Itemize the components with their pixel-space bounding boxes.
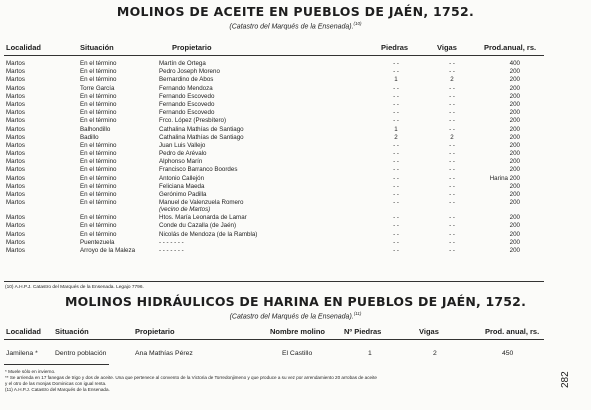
table-row	[0, 183, 591, 191]
cell-vig: - -	[449, 246, 455, 254]
cell-prop-note: (vecino de Martos)	[159, 206, 211, 214]
cell-vig: - -	[449, 199, 455, 207]
cell-vig: - -	[449, 238, 455, 246]
t2-footnote-4: (11) A.H.P.J. Catastro del Marqués de la Ensenada.	[5, 387, 110, 392]
table-row	[0, 109, 591, 117]
t2-footnote-1: * Muele sólo en invierno.	[5, 369, 56, 374]
cell-pie: - -	[393, 246, 399, 254]
cell-prop: Bernardino de Abos	[159, 76, 214, 84]
table-row	[0, 76, 591, 84]
cell-prod: 200	[509, 141, 520, 149]
cell-sit: Balhondillo	[80, 125, 111, 133]
cell-prod: 200	[509, 238, 520, 246]
table-row	[0, 117, 591, 125]
cell-vig: - -	[449, 60, 455, 67]
cell-pie: - -	[393, 166, 399, 174]
cell-prop: Pedro Joseph Moreno	[159, 68, 220, 76]
cell-prod: Harina 200	[489, 174, 520, 182]
cell-prop: Frco. López (Presbítero)	[159, 117, 227, 125]
cell-pie: - -	[393, 230, 399, 238]
cell-loc: Martos	[6, 84, 25, 92]
cell-pie: - -	[393, 222, 399, 230]
cell-pie: - -	[393, 60, 399, 67]
cell-prod: 400	[509, 60, 520, 67]
t1-bottom-rule	[4, 281, 544, 282]
table-row	[0, 214, 591, 222]
table-row	[0, 239, 591, 247]
cell-vig: - -	[449, 222, 455, 230]
t1-header-localidad: Localidad	[6, 43, 42, 52]
t1-header-situacion: Situación	[80, 43, 114, 52]
cell-sit: Arroyo de la Maleza	[80, 246, 136, 254]
t2-footnote-rule	[4, 364, 109, 365]
cell-prop: Cathalina Mathías de Santiago	[159, 125, 244, 133]
cell-pie: - -	[393, 238, 399, 246]
cell-sit: En el término	[80, 68, 117, 76]
cell-sit: En el término	[80, 150, 117, 158]
cell-pie: - -	[393, 150, 399, 158]
t2-header-localidad: Localidad	[6, 327, 42, 336]
cell-pie: 1	[394, 76, 398, 84]
table2-subtitle-ref: (11)	[353, 311, 362, 316]
cell-vig: - -	[449, 174, 455, 182]
cell-prop: Fernando Escovedo	[159, 100, 215, 108]
cell-pie: - -	[393, 92, 399, 100]
cell-sit: En el término	[80, 117, 117, 125]
cell-sit: En el término	[80, 214, 117, 222]
cell-loc: Martos	[6, 141, 25, 149]
cell-loc: Martos	[6, 222, 25, 230]
cell-vig: - -	[449, 182, 455, 190]
cell-vig: - -	[449, 92, 455, 100]
cell-loc: Martos	[6, 150, 25, 158]
cell-vig: - -	[449, 141, 455, 149]
cell-prod: 200	[509, 68, 520, 76]
cell-sit: Badillo	[80, 133, 99, 141]
cell-loc: Martos	[6, 68, 25, 76]
t2-cell-localidad: Jamilena *	[6, 350, 38, 357]
cell-vig: - -	[449, 84, 455, 92]
table-row	[0, 142, 591, 150]
t2-cell-propietario: Ana Mathías Pérez	[135, 350, 193, 357]
t2-cell-piedras: 1	[368, 350, 372, 357]
t2-header-propietario: Propietario	[135, 327, 175, 336]
cell-loc: Martos	[6, 246, 25, 254]
cell-prod: 200	[509, 76, 520, 84]
table-row	[0, 60, 591, 68]
cell-loc: Martos	[6, 199, 25, 207]
cell-prod: 200	[509, 109, 520, 117]
table-row	[0, 85, 591, 93]
cell-loc: Martos	[6, 60, 25, 67]
cell-pie: - -	[393, 182, 399, 190]
table-row	[0, 134, 591, 142]
cell-prod: 200	[509, 222, 520, 230]
cell-pie: - -	[393, 199, 399, 207]
cell-vig: - -	[449, 214, 455, 222]
cell-loc: Martos	[6, 100, 25, 108]
cell-prod: 200	[509, 92, 520, 100]
cell-prop: Fernando Escovedo	[159, 92, 215, 100]
cell-pie: - -	[393, 191, 399, 198]
cell-vig: - -	[449, 150, 455, 158]
cell-loc: Martos	[6, 76, 25, 84]
cell-prop: Martín de Ortega	[159, 60, 206, 67]
t2-header-nombre: Nombre molino	[270, 327, 326, 336]
cell-pie: - -	[393, 109, 399, 117]
cell-prop: Francisco Barranco Boordes	[159, 166, 238, 174]
t1-header-prod: Prod.anual, rs.	[484, 43, 537, 52]
table-row	[0, 101, 591, 109]
cell-pie: - -	[393, 68, 399, 76]
table1-subtitle-ref: (10)	[353, 21, 362, 26]
cell-prop: Nicolás de Mendoza (de la Rambla)	[159, 230, 258, 238]
cell-vig: - -	[449, 117, 455, 125]
cell-loc: Martos	[6, 133, 25, 141]
cell-pie: - -	[393, 117, 399, 125]
table-row	[0, 231, 591, 239]
cell-prod: 200	[509, 100, 520, 108]
cell-prop: Cathalina Mathías de Santiago	[159, 133, 244, 141]
t2-header-piedras: Nº Piedras	[344, 327, 382, 336]
cell-pie: - -	[393, 158, 399, 166]
cell-loc: Martos	[6, 125, 25, 133]
t2-cell-prod: 450	[502, 350, 514, 357]
cell-prod: 200	[509, 125, 520, 133]
cell-loc: Martos	[6, 238, 25, 246]
cell-vig: 2	[450, 76, 454, 84]
cell-vig: - -	[449, 230, 455, 238]
cell-prop: Pedro de Arévalo	[159, 150, 207, 158]
table-row	[0, 150, 591, 158]
cell-prop: Fernando Mendoza	[159, 84, 213, 92]
cell-sit: En el término	[80, 76, 117, 84]
cell-pie: 2	[394, 133, 398, 141]
cell-sit: Puentezuela	[80, 238, 115, 246]
table-row	[0, 247, 591, 255]
cell-sit: En el término	[80, 141, 117, 149]
cell-prop: Conde du Cazalla (de Jaén)	[159, 222, 237, 230]
cell-prod: 200	[509, 158, 520, 166]
table1-subtitle-text: (Catastro del Marqués de la Ensenada).	[229, 23, 354, 31]
cell-prod: 200	[509, 214, 520, 222]
cell-vig: - -	[449, 166, 455, 174]
t2-header-rule	[4, 339, 544, 340]
cell-sit: En el término	[80, 92, 117, 100]
table-row	[0, 126, 591, 134]
cell-prod: 200	[509, 150, 520, 158]
cell-prop: Htos. María Leonarda de Lamar	[159, 214, 247, 222]
t2-header-prod: Prod. anual, rs.	[485, 327, 540, 336]
t2-header-situacion: Situación	[55, 327, 89, 336]
t1-header-rule	[4, 55, 544, 56]
cell-prop: Manuel de Valenzuela Romero	[159, 199, 244, 207]
cell-prop: Alphonso Marín	[159, 158, 203, 166]
cell-sit: En el término	[80, 158, 117, 166]
page-number: 282	[560, 371, 571, 388]
cell-loc: Martos	[6, 214, 25, 222]
table-row	[0, 158, 591, 166]
cell-prod: 200	[509, 133, 520, 141]
cell-prod: 200	[509, 191, 520, 198]
cell-sit: En el término	[80, 109, 117, 117]
cell-loc: Martos	[6, 92, 25, 100]
cell-loc: Martos	[6, 191, 25, 198]
cell-vig: - -	[449, 125, 455, 133]
cell-loc: Martos	[6, 230, 25, 238]
cell-vig: 2	[450, 133, 454, 141]
cell-prod: 200	[509, 246, 520, 254]
cell-sit: Torre García	[80, 84, 115, 92]
cell-sit: En el término	[80, 182, 117, 190]
cell-pie: - -	[393, 100, 399, 108]
cell-loc: Martos	[6, 174, 25, 182]
cell-prop: Juan Luis Vallejo	[159, 141, 206, 149]
cell-prod: 200	[509, 199, 520, 207]
cell-vig: - -	[449, 68, 455, 76]
cell-sit: En el término	[80, 174, 117, 182]
table-row	[0, 68, 591, 76]
cell-loc: Martos	[6, 109, 25, 117]
t1-header-propietario: Propietario	[172, 43, 212, 52]
table2-subtitle-text: (Catastro del Marqués de la Ensenada).	[229, 313, 354, 321]
table-row	[0, 175, 591, 183]
table2-subtitle	[0, 311, 591, 320]
cell-prod: 200	[509, 182, 520, 190]
table1-footnote: (10) A.H.P.J. Catastro del Marqués de la Ensenada. Legajo 7796.	[5, 285, 144, 290]
cell-sit: En el término	[80, 166, 117, 174]
t1-header-vigas: Vigas	[437, 43, 457, 52]
cell-prop: - - - - - - -	[159, 246, 184, 254]
table-row	[0, 191, 591, 199]
cell-prop: Gerónimo Padilla	[159, 191, 207, 198]
cell-prop: Fernando Escovedo	[159, 109, 215, 117]
t2-cell-vigas: 2	[433, 350, 437, 357]
cell-pie: - -	[393, 141, 399, 149]
cell-prod: 200	[509, 166, 520, 174]
cell-vig: - -	[449, 191, 455, 198]
table-row	[0, 199, 591, 214]
cell-prod: 200	[509, 84, 520, 92]
table-row	[0, 93, 591, 101]
cell-loc: Martos	[6, 158, 25, 166]
cell-pie: - -	[393, 174, 399, 182]
cell-prop: Antonio Callejón	[159, 174, 205, 182]
table1-title: MOLINOS DE ACEITE EN PUEBLOS DE JAÉN, 1752.	[116, 4, 475, 19]
t1-header-piedras: Piedras	[381, 43, 409, 52]
cell-prop: Feliciana Maeda	[159, 182, 205, 190]
t2-footnote-2: ** Se arrienda en 17 fanegas de trigo y dos de aceite. Una que pertenece al convento de la Victoria de Torredonjimeno y que produce a su vez por arrendamiento 20 arrobas de aceite	[5, 375, 377, 380]
cell-pie: 1	[394, 125, 398, 133]
cell-loc: Martos	[6, 182, 25, 190]
table1-subtitle	[0, 21, 591, 30]
cell-vig: - -	[449, 109, 455, 117]
cell-sit: En el término	[80, 230, 117, 238]
table2-title: MOLINOS HIDRÁULICOS DE HARINA EN PUEBLOS DE JAÉN, 1752.	[64, 294, 527, 309]
cell-loc: Martos	[6, 117, 25, 125]
t2-header-vigas: Vigas	[419, 327, 439, 336]
t2-cell-situacion: Dentro población	[55, 350, 107, 357]
cell-vig: - -	[449, 100, 455, 108]
cell-pie: - -	[393, 214, 399, 222]
cell-loc: Martos	[6, 166, 25, 174]
t2-footnote-3: y el otro de las monjas Dominicas con igual renta.	[5, 381, 107, 386]
cell-pie: - -	[393, 84, 399, 92]
cell-sit: En el término	[80, 199, 117, 207]
table1-body	[0, 60, 591, 255]
cell-sit: En el término	[80, 100, 117, 108]
cell-prod: 200	[509, 117, 520, 125]
cell-prop: - - - - - - -	[159, 238, 184, 246]
cell-sit: En el término	[80, 60, 117, 67]
cell-prod: 200	[509, 230, 520, 238]
table-row	[0, 222, 591, 230]
table-row	[0, 166, 591, 174]
t2-cell-nombre: El Castillo	[282, 350, 313, 357]
cell-sit: En el término	[80, 222, 117, 230]
cell-sit: En el término	[80, 191, 117, 198]
cell-vig: - -	[449, 158, 455, 166]
